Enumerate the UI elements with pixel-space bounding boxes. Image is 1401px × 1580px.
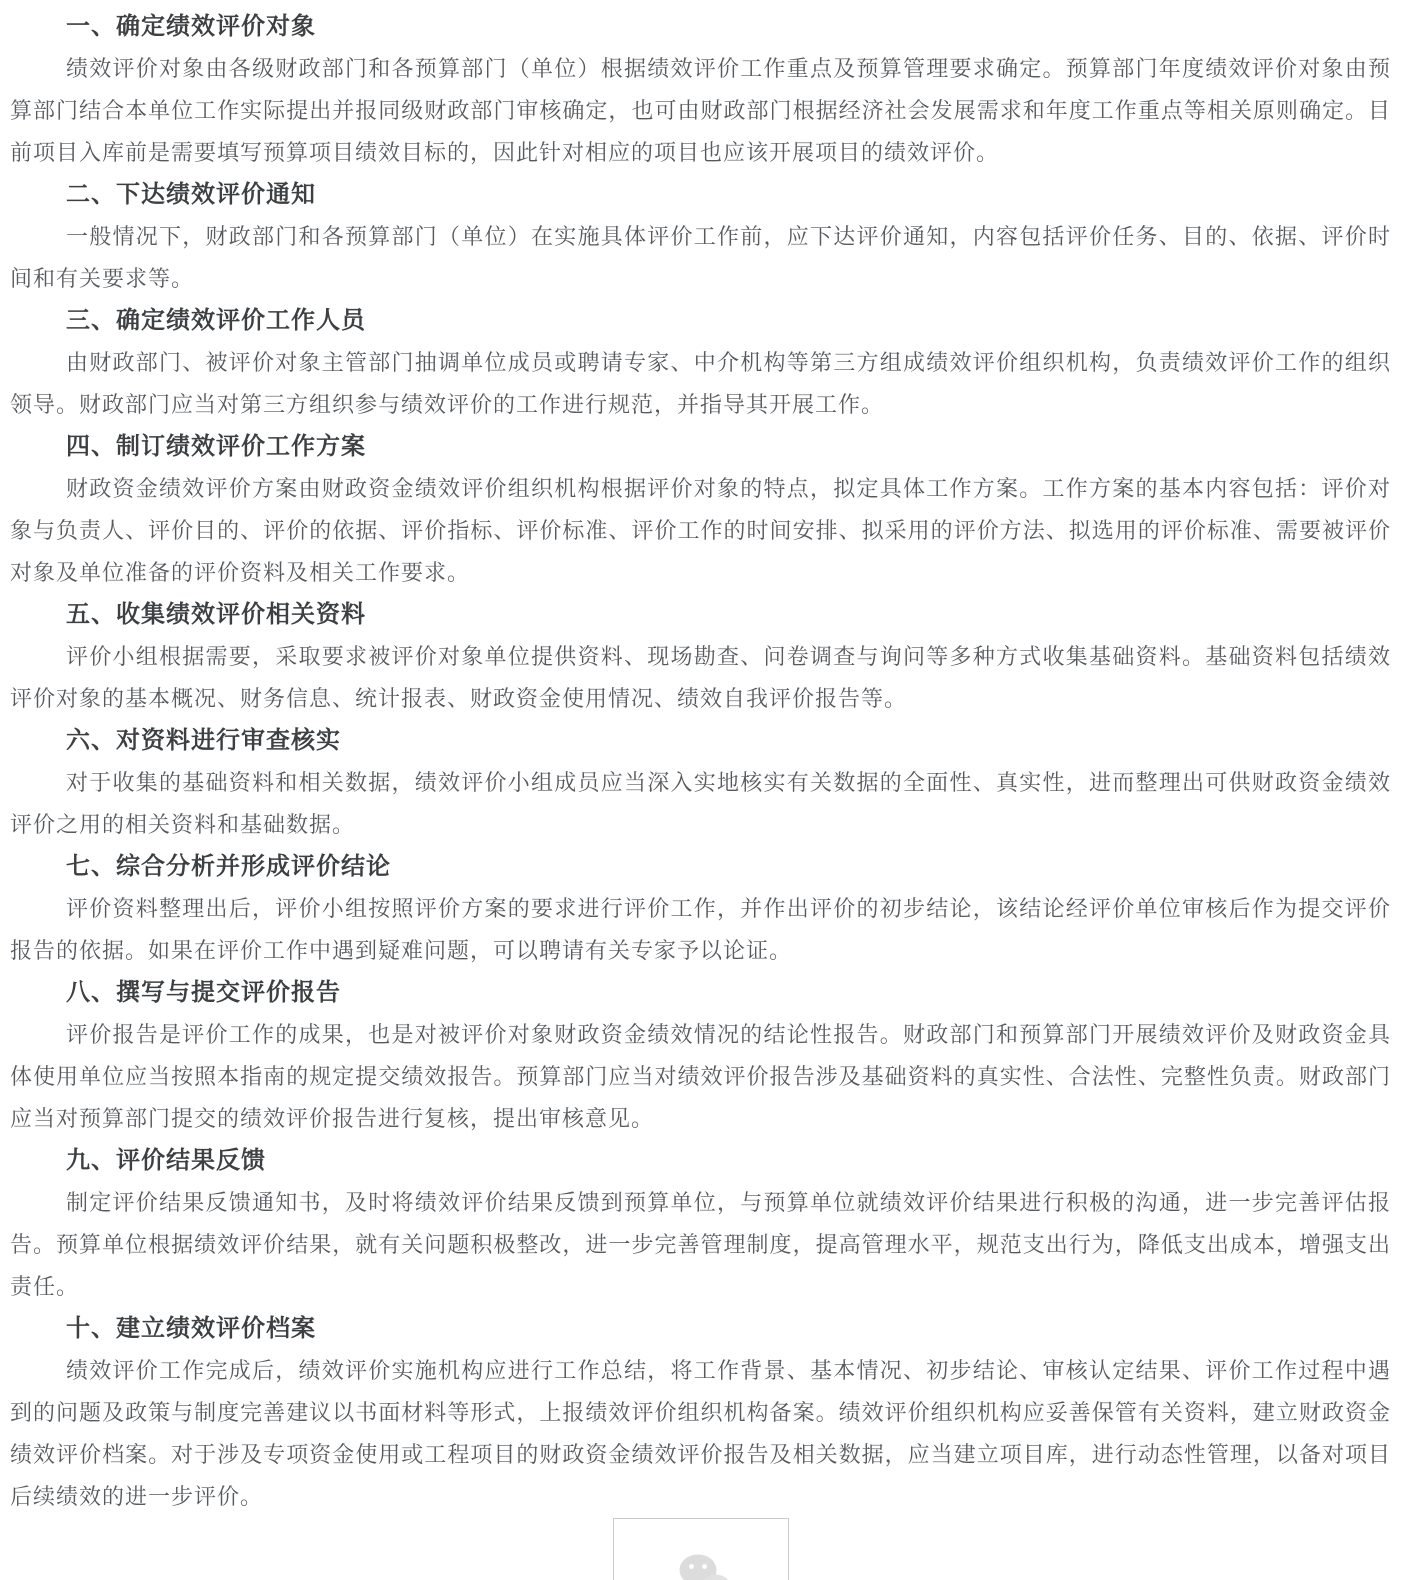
section-heading: 三、确定绩效评价工作人员 [66,307,366,334]
section-paragraph: 对于收集的基础资料和相关数据，绩效评价小组成员应当深入实地核实有关数据的全面性、真实性，进而整理出可供财政资金绩效评价之用的相关资料和基础数据。 [10,770,1391,837]
section-heading: 七、综合分析并形成评价结论 [66,853,391,880]
section-heading: 十、建立绩效评价档案 [66,1315,316,1342]
section-9 [10,1140,1391,1308]
section-1 [10,6,1391,174]
section-6 [10,720,1391,846]
section-paragraph: 评价报告是评价工作的成果，也是对被评价对象财政资金绩效情况的结论性报告。财政部门和预算部门开展绩效评价及财政资金具体使用单位应当按照本指南的规定提交绩效报告。预算部门应当对绩效评价报告涉及基础资料的真实性、合法性、完整性负责。财政部门应当对预算部门提交的绩效评价报告进行复核，提出审核意见。 [10,1022,1391,1131]
section-paragraph: 制定评价结果反馈通知书，及时将绩效评价结果反馈到预算单位，与预算单位就绩效评价结果进行积极的沟通，进一步完善评估报告。预算单位根据绩效评价结果，就有关问题积极整改，进一步完善管理制度，提高管理水平，规范支出行为，降低支出成本，增强支出责任。 [10,1190,1391,1299]
section-heading: 五、收集绩效评价相关资料 [66,601,366,628]
section-heading: 二、下达绩效评价通知 [66,181,316,208]
section-4 [10,426,1391,594]
section-paragraph: 评价小组根据需要，采取要求被评价对象单位提供资料、现场勘查、问卷调查与询问等多种方式收集基础资料。基础资料包括绩效评价对象的基本概况、财务信息、统计报表、财政资金使用情况、绩效自我评价报告等。 [10,644,1391,711]
section-paragraph: 绩效评价对象由各级财政部门和各预算部门（单位）根据绩效评价工作重点及预算管理要求确定。预算部门年度绩效评价对象由预算部门结合本单位工作实际提出并报同级财政部门审核确定，也可由财政部门根据经济社会发展需求和年度工作重点等相关原则确定。目前项目入库前是需要填写预算项目绩效目标的，因此针对相应的项目也应该开展项目的绩效评价。 [10,56,1391,165]
section-paragraph: 一般情况下，财政部门和各预算部门（单位）在实施具体评价工作前，应下达评价通知，内容包括评价任务、目的、依据、评价时间和有关要求等。 [10,224,1391,291]
section-7 [10,846,1391,972]
section-5 [10,594,1391,720]
section-8 [10,972,1391,1140]
section-heading: 四、制订绩效评价工作方案 [66,433,366,460]
section-heading: 八、撰写与提交评价报告 [66,979,341,1006]
section-10 [10,1308,1391,1518]
wechat-icon [679,1553,731,1580]
section-heading: 一、确定绩效评价对象 [66,13,316,40]
section-3 [10,300,1391,426]
section-heading: 六、对资料进行审查核实 [66,727,341,754]
section-paragraph: 财政资金绩效评价方案由财政资金绩效评价组织机构根据评价对象的特点，拟定具体工作方案。工作方案的基本内容包括：评价对象与负责人、评价目的、评价的依据、评价指标、评价标准、评价工作的时间安排、拟采用的评价方法、拟选用的评价标准、需要被评价对象及单位准备的评价资料及相关工作要求。 [10,476,1391,585]
section-paragraph: 评价资料整理出后，评价小组按照评价方案的要求进行评价工作，并作出评价的初步结论，该结论经评价单位审核后作为提交评价报告的依据。如果在评价工作中遇到疑难问题，可以聘请有关专家予以论证。 [10,896,1391,963]
section-paragraph: 绩效评价工作完成后，绩效评价实施机构应进行工作总结，将工作背景、基本情况、初步结论、审核认定结果、评价工作过程中遇到的问题及政策与制度完善建议以书面材料等形式，上报绩效评价组织机构备案。绩效评价组织机构应妥善保管有关资料，建立财政资金绩效评价档案。对于涉及专项资金使用或工程项目的财政资金绩效评价报告及相关数据，应当建立项目库，进行动态性管理，以备对项目后续绩效的进一步评价。 [10,1358,1391,1509]
section-paragraph: 由财政部门、被评价对象主管部门抽调单位成员或聘请专家、中介机构等第三方组成绩效评价组织机构，负责绩效评价工作的组织领导。财政部门应当对第三方组织参与绩效评价的工作进行规范，并指导其开展工作。 [10,350,1391,417]
section-heading: 九、评价结果反馈 [66,1147,266,1174]
section-2 [10,174,1391,300]
image-placeholder-box [613,1518,789,1580]
